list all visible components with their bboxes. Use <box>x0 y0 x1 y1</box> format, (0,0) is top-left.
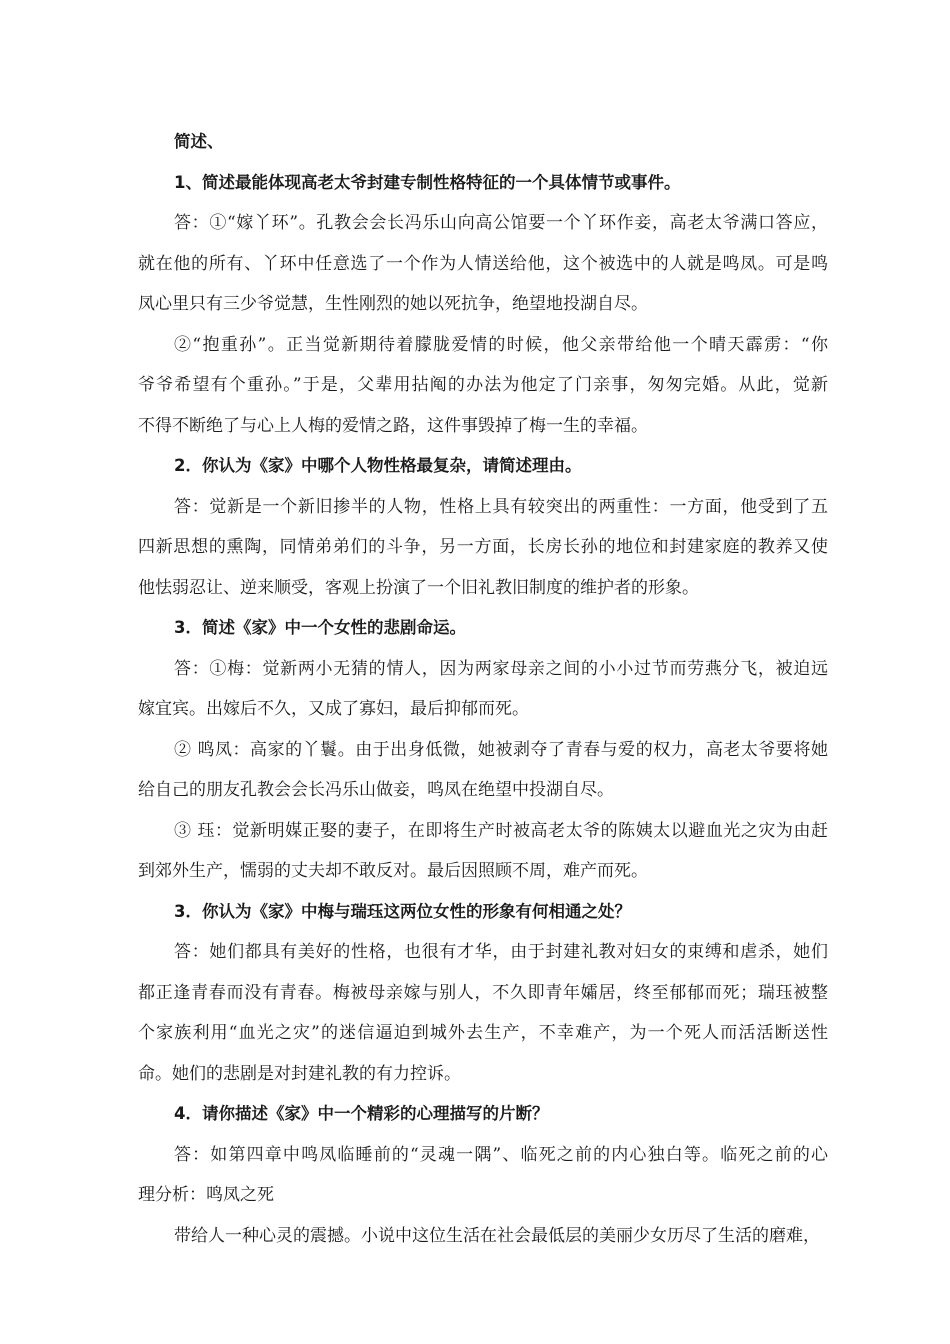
answer-paragraph <box>138 730 828 811</box>
answer-line: 带给人一种心灵的震撼。小说中这位生活在社会最低层的美丽少女历尽了生活的磨难， <box>174 1225 820 1246</box>
question-paragraph <box>138 892 828 933</box>
answer-line: 到郊外生产，懦弱的丈夫却不敢反对。最后因照顾不周，难产而死。 <box>138 861 648 881</box>
answer-line: 就在他的所有、丫环中任意选了一个作为人情送给他，这个被选中的人就是鸣凤。可是鸣 <box>138 253 828 274</box>
question-text: 4．请你描述《家》中一个精彩的心理描写的片断？ <box>174 1104 549 1123</box>
answer-paragraph <box>138 203 828 325</box>
answer-line: 爷爷希望有个重孙。”于是，父辈用拈阄的办法为他定了门亲事，匆匆完婚。从此，觉新 <box>138 375 828 395</box>
answer-line: 理分析：鸣凤之死 <box>138 1185 274 1205</box>
answer-line: 他怯弱忍让、逆来顺受，客观上扮演了一个旧礼教旧制度的维护者的形象。 <box>138 577 699 598</box>
answer-line: ②“抱重孙”。正当觉新期待着朦胧爱情的时候，他父亲带给他一个晴天霹雳：“你 <box>174 334 828 355</box>
answer-line: 嫁宜宾。出嫁后不久，又成了寡妇，最后抑郁而死。 <box>138 699 529 719</box>
answer-line: 四新思想的熏陶，同情弟弟们的斗争，另一方面，长房长孙的地位和封建家庭的教养又使 <box>138 537 828 557</box>
answer-paragraph <box>138 1216 828 1257</box>
answer-paragraph <box>138 649 828 730</box>
answer-paragraph <box>138 1135 828 1216</box>
question-paragraph <box>138 163 828 204</box>
answer-paragraph <box>138 325 828 447</box>
question-paragraph <box>138 608 828 649</box>
answer-line: 答：她们都具有美好的性格，也很有才华，由于封建礼教对妇女的束缚和虐杀，她们 <box>174 942 828 962</box>
question-paragraph <box>138 1094 828 1135</box>
answer-line: 凤心里只有三少爷觉慧，生性刚烈的她以死抗争，绝望地投湖自尽。 <box>138 294 648 314</box>
answer-paragraph <box>138 811 828 892</box>
section-title: 简述、 <box>174 132 224 151</box>
answer-line: 答：①“嫁丫环”。孔教会会长冯乐山向高公馆要一个丫环作妾，高老太爷满口答应， <box>174 213 828 233</box>
question-text: 2．你认为《家》中哪个人物性格最复杂，请简述理由。 <box>174 456 582 475</box>
qa-blocks <box>138 163 828 1257</box>
answer-line: 答：①梅：觉新两小无猜的情人，因为两家母亲之间的小小过节而劳燕分飞，被迫远 <box>174 658 828 679</box>
question-text: 3．你认为《家》中梅与瑞珏这两位女性的形象有何相通之处？ <box>174 901 631 921</box>
document-body <box>138 122 828 1256</box>
answer-line: ② 鸣凤：高家的丫鬟。由于出身低微，她被剥夺了青春与爱的权力，高老太爷要将她 <box>174 739 828 760</box>
answer-line: 都正逢青春而没有青春。梅被母亲嫁与别人，不久即青年孀居，终至郁郁而死；瑞珏被整 <box>138 982 828 1003</box>
question-text: 3．简述《家》中一个女性的悲剧命运。 <box>174 618 466 637</box>
question-text: 1、简述最能体现高老太爷封建专制性格特征的一个具体情节或事件。 <box>174 172 681 192</box>
answer-line: 答：觉新是一个新旧掺半的人物，性格上具有较突出的两重性：一方面，他受到了五 <box>174 496 828 517</box>
question-paragraph <box>138 446 828 487</box>
answer-line: 不得不断绝了与心上人梅的爱情之路，这件事毁掉了梅一生的幸福。 <box>138 415 648 436</box>
answer-paragraph <box>138 932 828 1094</box>
answer-line: ③ 珏：觉新明媒正娶的妻子，在即将生产时被高老太爷的陈姨太以避血光之灾为由赶 <box>174 820 828 841</box>
answer-paragraph <box>138 487 828 609</box>
answer-line: 命。她们的悲剧是对封建礼教的有力控诉。 <box>138 1063 461 1084</box>
answer-line: 给自己的朋友孔教会会长冯乐山做妾，鸣凤在绝望中投湖自尽。 <box>138 780 614 800</box>
answer-line: 答：如第四章中鸣凤临睡前的“灵魂一隅”、临死之前的内心独白等。临死之前的心 <box>174 1144 828 1165</box>
answer-line: 个家族利用“血光之灾”的迷信逼迫到城外去生产，不幸难产，为一个死人而活活断送性 <box>138 1023 828 1043</box>
